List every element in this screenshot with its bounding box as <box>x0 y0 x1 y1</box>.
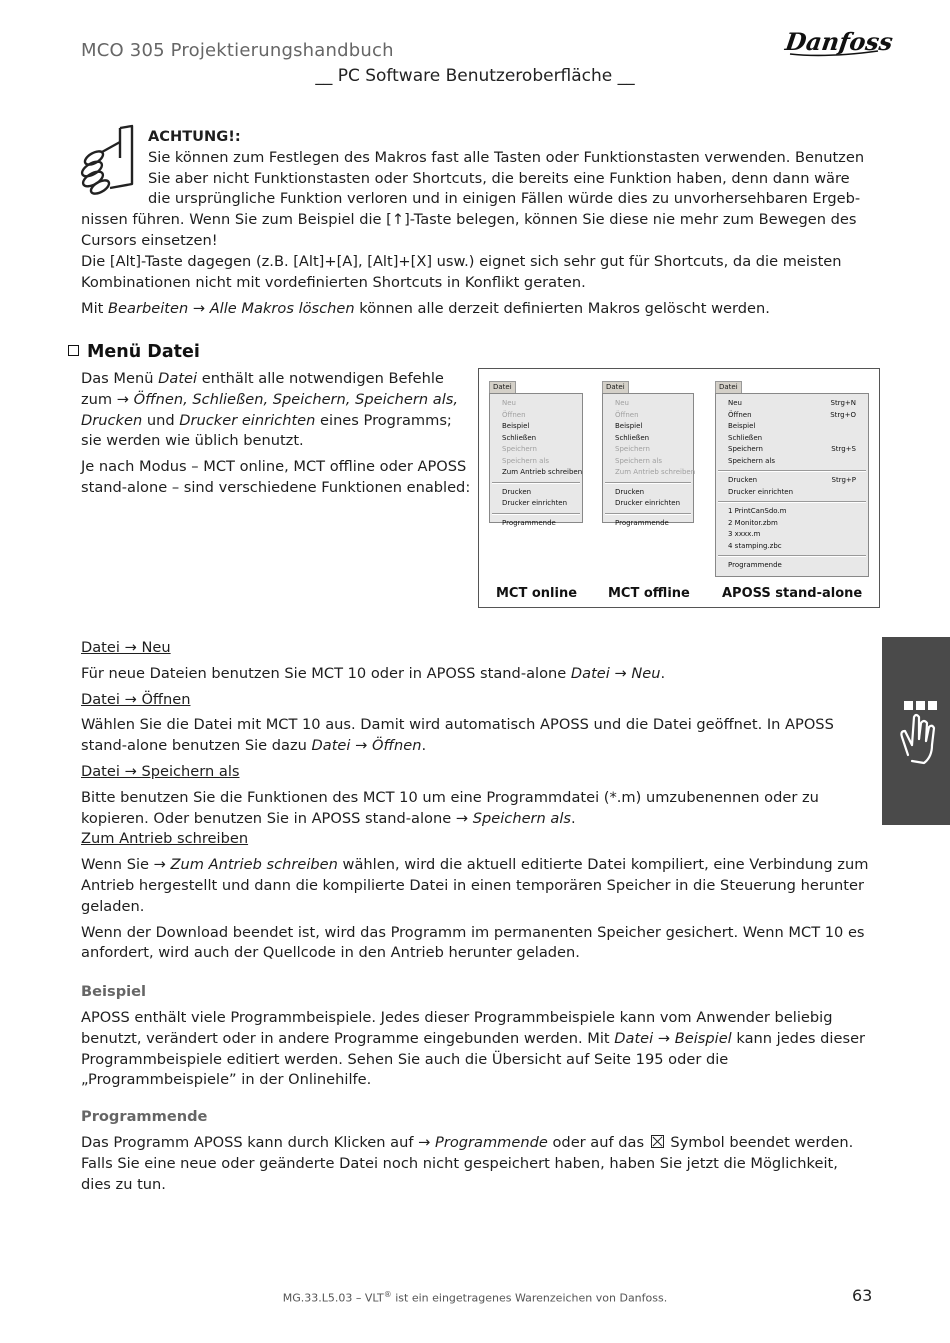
entry-antrieb-heading: Zum Antrieb schreiben <box>81 830 249 848</box>
menu-item[interactable] <box>603 433 693 445</box>
danfoss-logo <box>783 24 895 64</box>
programmende-text: Das Programm APOSS kann durch Klicken auf → Programmende oder auf das Symbol beendet werden. Falls Sie eine neue oder geänderte Datei noch nicht gespeichert haben, haben Sie jetzt die Möglichkeit, dies zu tun. <box>81 1133 854 1193</box>
menu-item <box>603 410 693 422</box>
menu-item <box>490 398 582 410</box>
menu-title-1[interactable]: Datei <box>489 381 516 394</box>
menu-item[interactable] <box>603 498 693 510</box>
menu-item-label: Speichern <box>502 445 537 453</box>
menu-item <box>603 444 693 456</box>
menu-item-label: Speichern <box>615 445 650 453</box>
menu-item[interactable] <box>603 487 693 499</box>
menu-item-label: Programmende <box>502 518 556 527</box>
svg-text:Danfoss: Danfoss <box>783 27 895 56</box>
macro-delete-note: Mit Bearbeiten → Alle Makros löschen können alle derzeit definierten Makros gelöscht werden. <box>81 300 770 318</box>
menu-item-label: Speichern als <box>615 456 663 465</box>
warning-text-3: Die [Alt]-Taste dagegen (z.B. [Alt]+[A], [Alt]+[X] usw.) eignet sich sehr gut für Shortcuts, da die meisten Kombinationen nicht mit vordefinierten Shortcuts in Konflikt geraten. <box>81 252 842 291</box>
caption-mct-online: MCT online <box>496 586 578 601</box>
menu-item-label: Schließen <box>502 433 537 442</box>
menu-item-label: Programmende <box>615 518 669 527</box>
menu-item-label: Drucken <box>502 487 532 496</box>
entry-neu-heading: Datei → Neu <box>81 639 171 656</box>
warning-block <box>81 127 871 320</box>
menu-mct-online <box>489 393 583 527</box>
entry-oeffnen-heading: Datei → Öffnen <box>81 690 191 708</box>
document-title: MCO 305 Projektierungshandbuch <box>81 40 394 61</box>
menu-item-label: Speichern <box>728 445 763 453</box>
menu-item-label: 3 xxxx.m <box>728 530 761 538</box>
menu-item-label: Öffnen <box>615 410 639 419</box>
menu-separator <box>605 513 691 515</box>
menu-item[interactable] <box>490 433 582 445</box>
menu-item-label: Schließen <box>615 433 650 442</box>
menu-item-label: Drucker einrichten <box>615 499 681 507</box>
warning-text-2: nissen führen. Wenn Sie zum Beispiel die [↑]-Taste belegen, können Sie diese nie mehr zum Bewegen des Cursors einsetzen! <box>81 211 857 249</box>
caption-mct-offline: MCT offline <box>608 586 690 601</box>
menu-item[interactable] <box>716 410 868 422</box>
section-subtitle: __ PC Software Benutzeroberfläche __ <box>315 66 635 86</box>
menu-item[interactable] <box>716 541 868 553</box>
menu-item-label: Öffnen <box>728 410 752 419</box>
menu-item <box>603 467 696 479</box>
menu-item-label: Beispiel <box>502 422 530 430</box>
menu-intro-text-1: Das Menü Datei enthält alle notwendigen Befehle zum → Öffnen, Schließen, Speichern, Speichern als, Drucken und Drucker einrichten eines Programms; sie werden wie üblich benutzt. <box>81 370 459 450</box>
menu-item-label: Zum Antrieb schreiben <box>615 468 696 476</box>
menu-item-shortcut: Strg+N <box>830 399 856 407</box>
caption-aposs-standalone: APOSS stand-alone <box>722 586 863 601</box>
footer-text: MG.33.L5.03 – VLT® ist ein eingetragenes Warenzeichen von Danfoss. <box>282 1290 668 1305</box>
menu-item[interactable] <box>716 529 868 541</box>
menu-item[interactable] <box>716 444 868 456</box>
entry-oeffnen-text: Wählen Sie die Datei mit MCT 10 aus. Damit wird automatisch APOSS und die Datei geöffnet. In APOSS stand-alone benutzen Sie dazu Datei → Öffnen. <box>81 716 834 755</box>
menu-item-label: Neu <box>615 399 629 407</box>
menu-item-label: Öffnen <box>502 410 526 419</box>
menu-item-label: Drucker einrichten <box>728 487 794 496</box>
menu-separator <box>492 513 580 515</box>
menu-item[interactable] <box>716 433 868 445</box>
menu-item-label: Speichern als <box>502 456 550 465</box>
entry-antrieb-text-2: Wenn der Download beendet ist, wird das Programm im permanenten Speicher gesichert. Wenn MCT 10 es anfordert, wird auch der Quellcode in den Antrieb herunter geladen. <box>81 923 865 962</box>
menu-item <box>490 456 582 468</box>
menu-item[interactable] <box>603 421 693 433</box>
hand-keys-icon <box>882 637 950 825</box>
close-x-icon <box>651 1135 664 1148</box>
menu-item[interactable] <box>490 498 582 510</box>
menu-aposs-standalone <box>715 393 869 577</box>
beispiel-text: APOSS enthält viele Programmbeispiele. Jedes dieser Programmbeispiele kann vom Anwender beliebig benutzt, verändert oder in andere Programme eingebunden werden. Mit Datei → Beispiel kann jedes dieser Programmbeispiele editiert werden. Sehen Sie auch die Übersicht auf Seite 195 oder die „Programmbeispiele” in der Onlinehilfe. <box>81 1008 866 1089</box>
menu-separator <box>718 501 866 503</box>
menu-item-label: Neu <box>502 399 516 407</box>
menu-title-2[interactable]: Datei <box>602 381 629 394</box>
section-heading: Menü Datei <box>68 342 200 362</box>
datei-menu-figure <box>478 368 880 608</box>
menu-mct-offline <box>602 393 696 527</box>
menu-item-label: 2 Monitor.zbm <box>728 518 778 527</box>
warning-label: ACHTUNG!: <box>148 128 241 145</box>
menu-item[interactable] <box>716 518 868 530</box>
menu-item[interactable] <box>716 456 868 468</box>
menu-item[interactable] <box>716 487 868 499</box>
square-bullet-icon <box>68 345 79 356</box>
menu-item <box>490 410 582 422</box>
entry-antrieb-text: Wenn Sie → Zum Antrieb schreiben wählen, wird die aktuell editierte Datei kompiliert, eine Verbindung zum Antrieb hergestellt und dann die kompilierte Datei in einen temporären Speicher in die Steuerung herunter geladen. <box>81 856 869 915</box>
menu-item-label: 1 PrintCanSdo.m <box>728 507 787 515</box>
menu-item <box>490 444 582 456</box>
beispiel-heading: Beispiel <box>81 983 147 1001</box>
menu-intro-text-2: Je nach Modus – MCT online, MCT offline oder APOSS stand-alone – sind verschiedene Funktionen enabled: <box>81 458 471 496</box>
programmende-heading: Programmende <box>81 1108 208 1126</box>
menu-item-label: Beispiel <box>728 422 756 430</box>
menu-item-label: 4 stamping.zbc <box>728 541 782 550</box>
menu-item[interactable] <box>716 560 868 572</box>
entry-speichern-heading: Datei → Speichern als <box>81 762 240 780</box>
page-number: 63 <box>852 1286 873 1305</box>
menu-separator <box>718 555 866 557</box>
menu-item[interactable] <box>490 421 582 433</box>
menu-item[interactable] <box>716 421 868 433</box>
menu-item-shortcut: Strg+O <box>830 410 856 419</box>
menu-item-label: Drucken <box>615 487 645 496</box>
menu-item[interactable] <box>490 467 582 479</box>
menu-item-label: Beispiel <box>615 422 643 430</box>
menu-item[interactable] <box>490 518 582 530</box>
menu-item[interactable] <box>716 506 868 518</box>
chapter-side-tab <box>882 637 950 825</box>
warning-text-1: Sie können zum Festlegen des Makros fast alle Tasten oder Funktionstasten verwenden. Benutzen Sie aber nicht Funktionstasten oder Shortcuts, die bereits eine Funktion haben, denn dann wäre die ursprüngliche Funktion verloren und in einigen Fällen würde dies zu unvorhersehbaren Ergeb- <box>148 148 865 208</box>
menu-separator <box>718 470 866 472</box>
menu-item-label: Zum Antrieb schreiben <box>502 468 583 476</box>
menu-item <box>603 456 693 468</box>
menu-item[interactable] <box>490 487 582 499</box>
menu-title-3[interactable]: Datei <box>715 381 742 394</box>
menu-item[interactable] <box>603 518 693 530</box>
menu-item[interactable] <box>716 475 868 487</box>
menu-item-label: Drucker einrichten <box>502 499 568 507</box>
menu-separator <box>605 482 691 484</box>
menu-item-label: Programmende <box>728 561 782 569</box>
menu-item-label: Neu <box>728 399 742 407</box>
menu-separator <box>492 482 580 484</box>
menu-intro <box>81 369 471 499</box>
menu-item-label: Drucken <box>728 476 758 484</box>
menu-item <box>603 398 693 410</box>
menu-item-shortcut: Strg+P <box>831 476 856 484</box>
menu-entries <box>81 638 871 1195</box>
entry-neu-text: Für neue Dateien benutzen Sie MCT 10 oder in APOSS stand-alone Datei → Neu. <box>81 664 666 682</box>
menu-item[interactable] <box>716 398 868 410</box>
entry-speichern-text: Bitte benutzen Sie die Funktionen des MCT 10 um eine Programmdatei (*.m) umzubenennen oder zu kopieren. Oder benutzen Sie in APOSS stand-alone → Speichern als. <box>81 788 819 827</box>
menu-item-label: Speichern als <box>728 456 776 465</box>
menu-item-label: Schließen <box>728 433 763 442</box>
menu-item-shortcut: Strg+S <box>831 445 856 453</box>
